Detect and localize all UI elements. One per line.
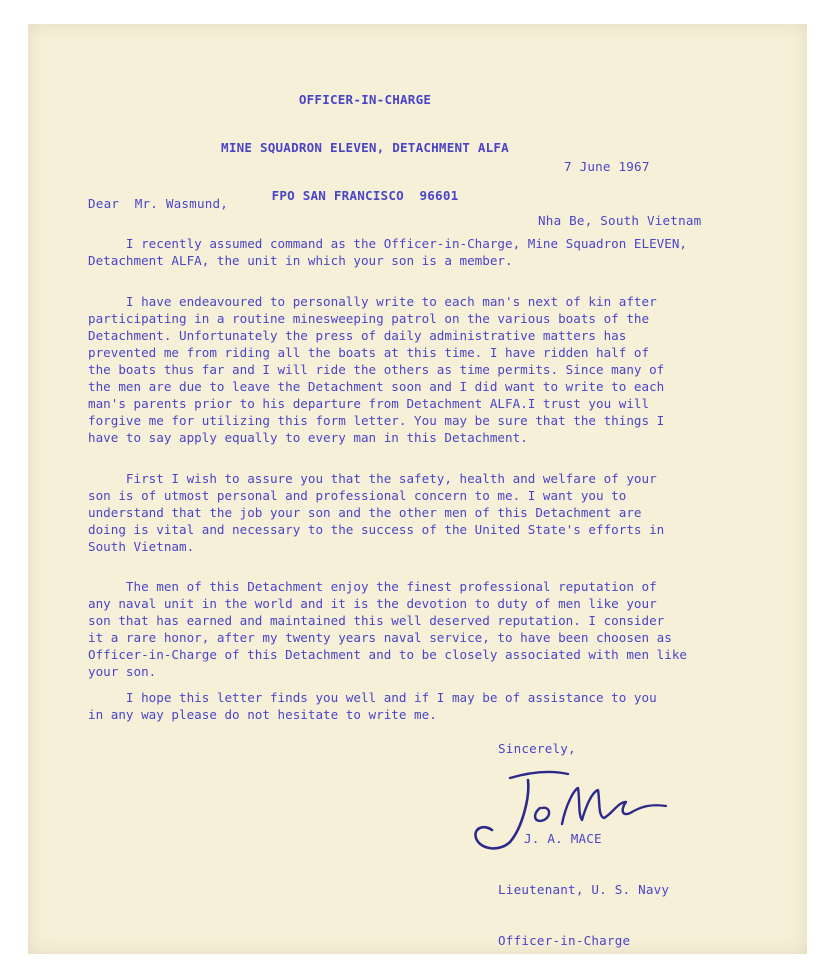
paragraph-line: prevented me from riding all the boats at this time. I have ridden half of xyxy=(88,345,650,360)
dateline xyxy=(538,122,701,248)
paragraph-1 xyxy=(88,235,687,269)
signature-block xyxy=(498,796,669,966)
paragraph-line: in any way please do not hesitate to write me. xyxy=(88,707,437,722)
letterhead-line-3: FPO SAN FRANCISCO 96601 xyxy=(271,188,459,203)
paragraph-line: First I wish to assure you that the safety, health and welfare of your xyxy=(88,471,657,486)
paragraph-3 xyxy=(88,470,664,555)
letter-place: Nha Be, South Vietnam xyxy=(538,213,702,228)
paragraph-4 xyxy=(88,578,687,680)
closing: Sincerely, xyxy=(498,741,576,756)
paragraph-line: it a rare honor, after my twenty years naval service, to have been choosen as xyxy=(88,630,672,645)
letterhead xyxy=(205,60,525,220)
paragraph-line: forgive me for utilizing this form letter. You may be sure that the things I xyxy=(88,413,665,428)
letter-date: 7 June 1967 xyxy=(564,159,650,174)
letterhead-line-2: MINE SQUADRON ELEVEN, DETACHMENT ALFA xyxy=(221,140,509,155)
paragraph-line: Detachment. Unfortunately the press of daily administrative matters has xyxy=(88,328,627,343)
paragraph-line: man's parents prior to his departure from Detachment ALFA.I trust you will xyxy=(88,396,650,411)
paragraph-line: your son. xyxy=(88,664,157,679)
paragraph-5 xyxy=(88,689,657,723)
paragraph-line: Detachment ALFA, the unit in which your son is a member. xyxy=(88,253,513,268)
paragraph-line: I have endeavoured to personally write to each man's next of kin after xyxy=(88,294,657,309)
signer-title: Officer-in-Charge xyxy=(498,933,631,948)
paragraph-line: The men of this Detachment enjoy the finest professional reputation of xyxy=(88,579,657,594)
letterhead-line-1: OFFICER-IN-CHARGE xyxy=(298,92,432,107)
paragraph-line: I hope this letter finds you well and if I may be of assistance to you xyxy=(88,690,657,705)
paragraph-line: the boats thus far and I will ride the others as time permits. Since many of xyxy=(88,362,665,377)
paragraph-line: understand that the job your son and the other men of this Detachment are xyxy=(88,505,642,520)
paragraph-line: son that has earned and maintained this well deserved reputation. I consider xyxy=(88,613,665,628)
paragraph-line: son is of utmost personal and professional concern to me. I want you to xyxy=(88,488,627,503)
paragraph-line: any naval unit in the world and it is the devotion to duty of men like your xyxy=(88,596,657,611)
paragraph-2 xyxy=(88,293,664,446)
signer-rank: Lieutenant, U. S. Navy xyxy=(498,882,670,897)
paragraph-line: South Vietnam. xyxy=(88,539,195,554)
paragraph-line: participating in a routine minesweeping patrol on the various boats of the xyxy=(88,311,650,326)
paragraph-line: I recently assumed command as the Officer-in-Charge, Mine Squadron ELEVEN, xyxy=(88,236,687,251)
paragraph-line: Officer-in-Charge of this Detachment and to be closely associated with men like xyxy=(88,647,687,662)
signer-name: J. A. MACE xyxy=(524,831,602,846)
paragraph-line: have to say apply equally to every man in this Detachment. xyxy=(88,430,528,445)
salutation: Dear Mr. Wasmund, xyxy=(88,196,229,211)
paragraph-line: the men are due to leave the Detachment soon and I did want to write to each xyxy=(88,379,665,394)
paragraph-line: doing is vital and necessary to the success of the United State's efforts in xyxy=(88,522,665,537)
